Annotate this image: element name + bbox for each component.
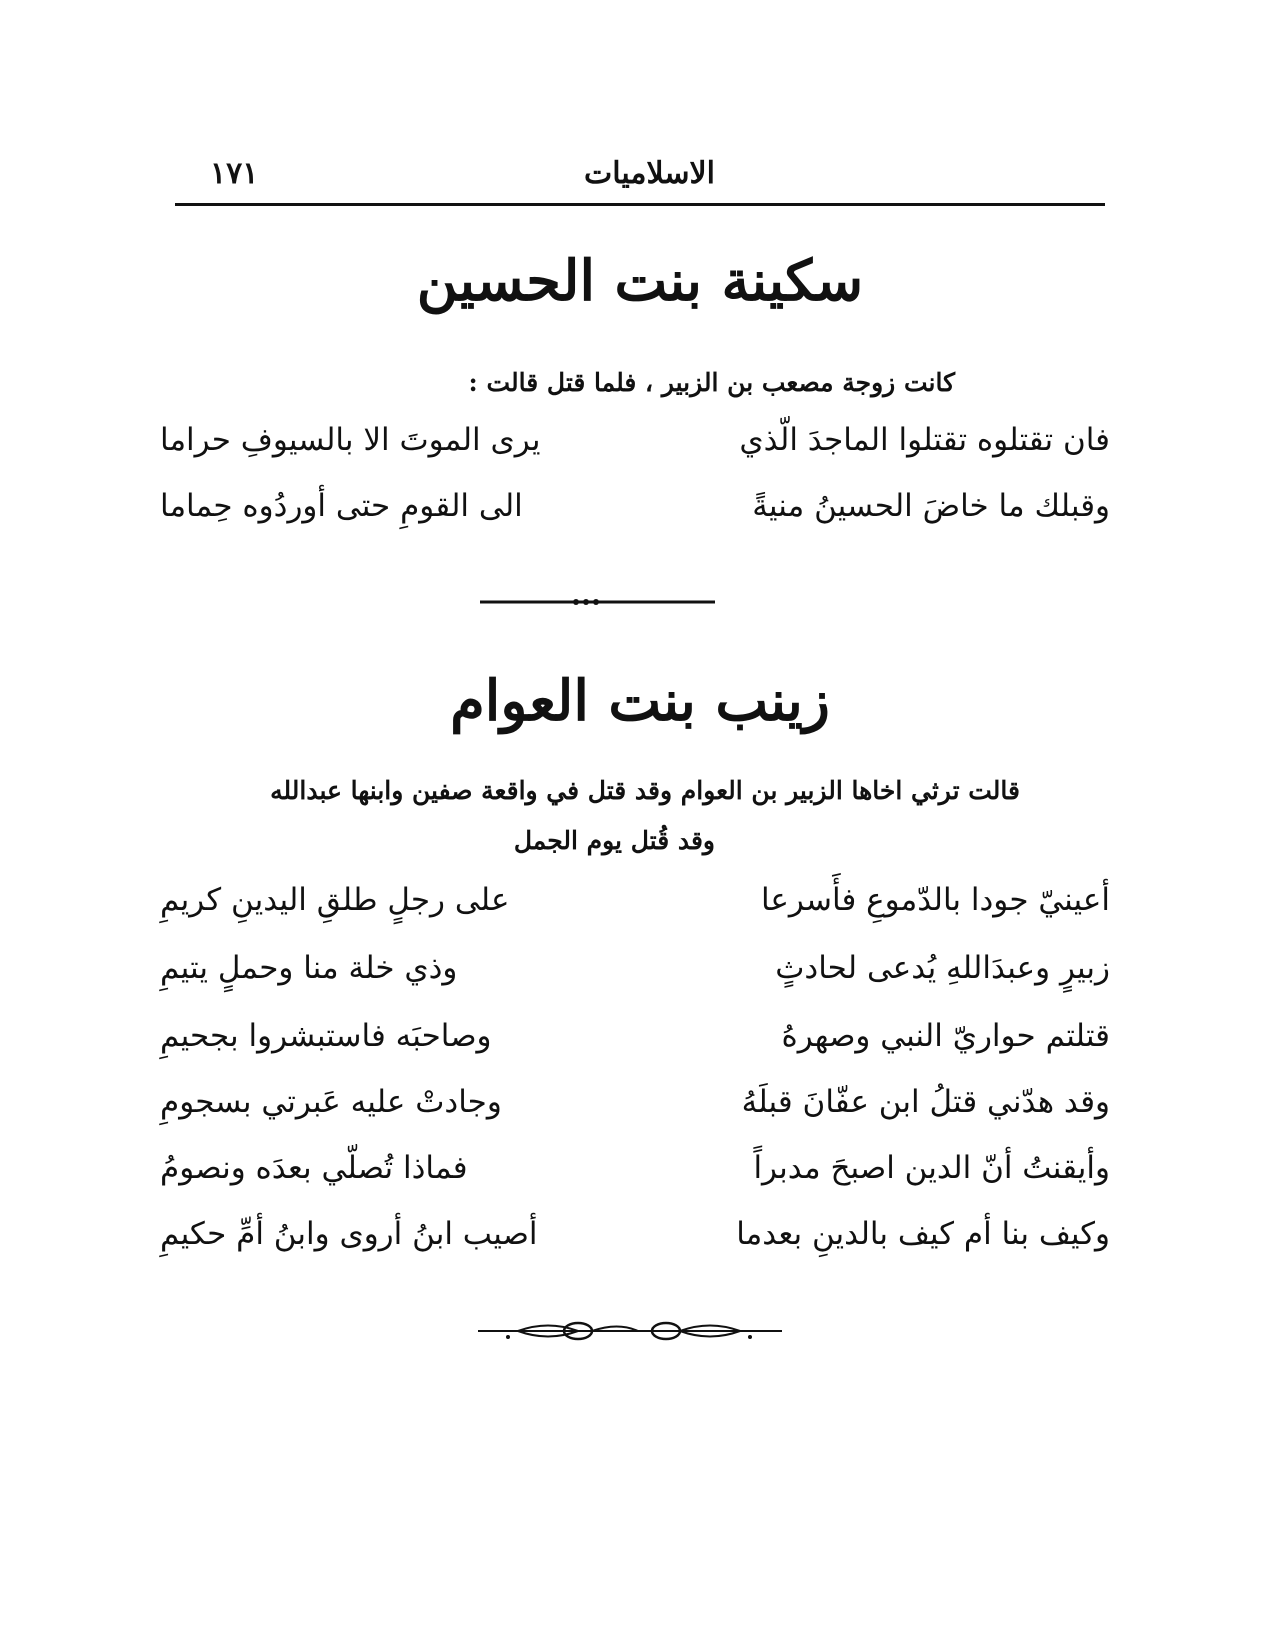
running-head-title: الاسلاميات <box>584 156 715 191</box>
verse-first-hemistich: قتلتم حواريّ النبي وصهرهُ <box>781 1018 1110 1054</box>
verse-second-hemistich: أصيب ابنُ أروى وابنُ أمِّ حكيمِ <box>160 1216 538 1252</box>
verse-row <box>160 1018 1110 1074</box>
verse-row <box>160 1216 1110 1272</box>
header-rule <box>175 203 1105 206</box>
verse-first-hemistich: وأيقنتُ أنّ الدين اصبحَ مدبراً <box>753 1150 1110 1186</box>
verse-row <box>160 882 1110 938</box>
section-intro-sukayna: كانت زوجة مصعب بن الزبير ، فلما قتل قالت : <box>468 368 955 397</box>
verse-second-hemistich: وذي خلة منا وحملٍ يتيمِ <box>160 950 458 986</box>
ornamental-tailpiece <box>478 1318 782 1344</box>
verse-second-hemistich: وجادتْ عليه عَبرتي بسجومِ <box>160 1084 502 1120</box>
running-head <box>175 150 1105 196</box>
section-intro-zaynab-line1: قالت ترثي اخاها الزبير بن العوام وقد قتل في واقعة صفين وابنها عبدالله <box>270 776 1020 805</box>
verse-second-hemistich: وصاحبَه فاستبشروا بجحيمِ <box>160 1018 492 1054</box>
verse-row <box>160 950 1110 1006</box>
verse-second-hemistich: فماذا تُصلّي بعدَه ونصومُ <box>160 1150 468 1186</box>
verse-first-hemistich: وقد هدّني قتلُ ابن عفّانَ قبلَهُ <box>741 1084 1110 1120</box>
verse-first-hemistich: وقبلك ما خاضَ الحسينُ منيةً <box>752 488 1110 524</box>
verse-row <box>160 488 1110 544</box>
verse-first-hemistich: زبيرٍ وعبدَاللهِ يُدعى لحادثٍ <box>775 950 1110 986</box>
page-number: ١٧١ <box>210 156 259 191</box>
verse-second-hemistich: الى القومِ حتى أوردُوه حِماما <box>160 488 523 524</box>
verse-row <box>160 1084 1110 1140</box>
section-divider <box>480 592 715 612</box>
section-title-zaynab: زينب بنت العوام <box>450 668 830 734</box>
verse-first-hemistich: وكيف بنا أم كيف بالدينِ بعدما <box>736 1216 1110 1252</box>
verse-second-hemistich: على رجلٍ طلقِ اليدينِ كريمِ <box>160 882 510 918</box>
section-intro-zaynab-line2: وقد قُتل يوم الجمل <box>513 826 715 855</box>
verse-first-hemistich: أعينيّ جودا بالدّموعِ فأَسرعا <box>760 882 1110 918</box>
section-title-sukayna: سكينة بنت الحسين <box>416 248 864 314</box>
verse-first-hemistich: فان تقتلوه تقتلوا الماجدَ الّذي <box>739 422 1110 458</box>
verse-row <box>160 1150 1110 1206</box>
verse-row <box>160 422 1110 478</box>
verse-second-hemistich: يرى الموتَ الا بالسيوفِ حراما <box>160 422 541 458</box>
